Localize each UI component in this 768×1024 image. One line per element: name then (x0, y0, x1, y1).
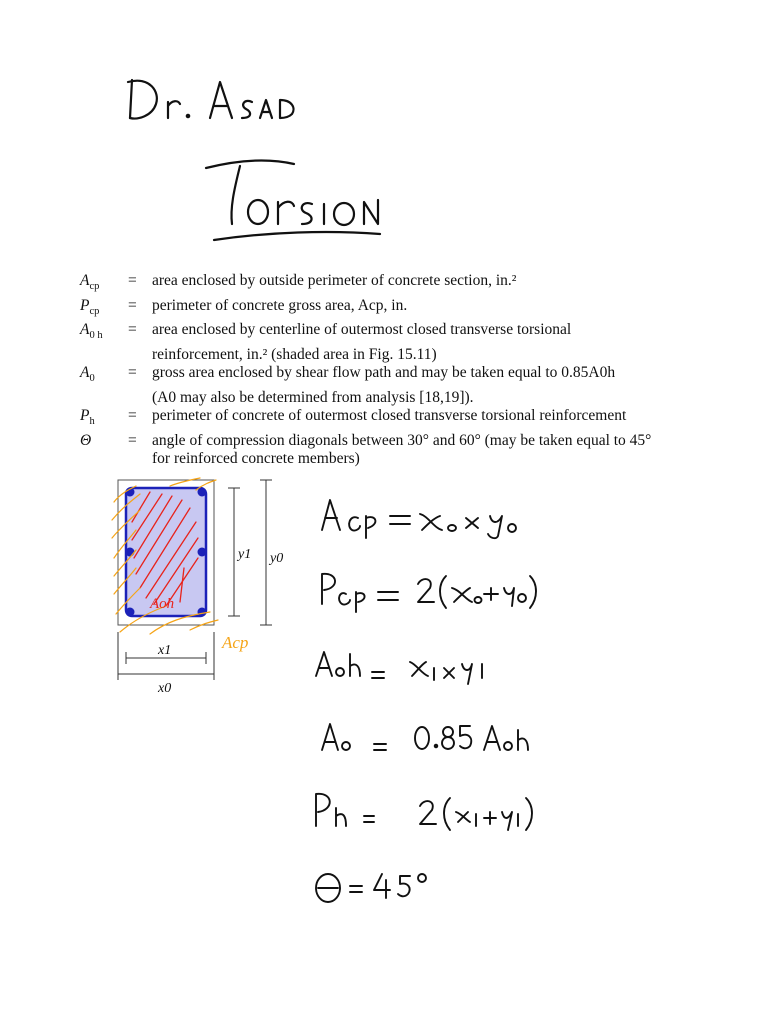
equation-ao (318, 716, 538, 762)
section-figure (110, 472, 310, 702)
label-y1: y1 (238, 547, 252, 562)
definition-text: area enclosed by centerline of outermost closed transverse torsional (152, 321, 572, 339)
label-y0: y0 (270, 551, 284, 566)
definition-aoh: $A_{0 h}$ = area enclosed by centerline of outermost closed transverse torsional (80, 321, 720, 346)
label-x1: x1 (158, 643, 172, 658)
equation-theta (312, 866, 432, 912)
equation-ph (312, 790, 542, 836)
title-handwriting (198, 150, 398, 250)
definition-text: gross area enclosed by shear flow path and may be taken equal to 0.85A0h (152, 364, 616, 382)
definition-ao: $A_0$ = gross area enclosed by shear flow path and may be taken equal to 0.85A0h (80, 364, 720, 389)
equation-aoh (312, 644, 502, 690)
equation-pcp (318, 568, 538, 614)
definition-ph: $P_h$ = perimeter of concrete of outermost closed transverse torsional reinforcement (80, 407, 720, 432)
definition-text: perimeter of concrete gross area, Acp, in. (152, 296, 408, 314)
definitions-list (80, 272, 720, 469)
definition-text: perimeter of concrete of outermost closed transverse torsional reinforcement (152, 407, 627, 425)
definition-continuation: (A0 may also be determined from analysis [18,19]). (152, 388, 474, 406)
definition-continuation: reinforcement, in.² (shaded area in Fig. 15.11) (152, 345, 437, 363)
definition-text: area enclosed by outside perimeter of concrete section, in.² (152, 272, 517, 289)
author-handwriting (120, 70, 310, 130)
definition-acp: $A_{cp}$ = area enclosed by outside perimeter of concrete section, in.² (80, 272, 720, 297)
equation-acp (318, 494, 518, 540)
label-x0: x0 (158, 681, 172, 696)
label-aoh: Aoh (150, 596, 175, 612)
definition-text: angle of compression diagonals between 30° and 60° (may be taken equal to 45° (152, 431, 652, 449)
definition-pcp: $P_{cp}$ = perimeter of concrete gross area, Acp, in. (80, 297, 720, 322)
label-acp: Acp (222, 633, 249, 652)
definition-continuation: for reinforced concrete members) (152, 450, 360, 468)
definition-theta: Θ = angle of compression diagonals between 30° and 60° (may be taken equal to 45° (80, 432, 720, 451)
